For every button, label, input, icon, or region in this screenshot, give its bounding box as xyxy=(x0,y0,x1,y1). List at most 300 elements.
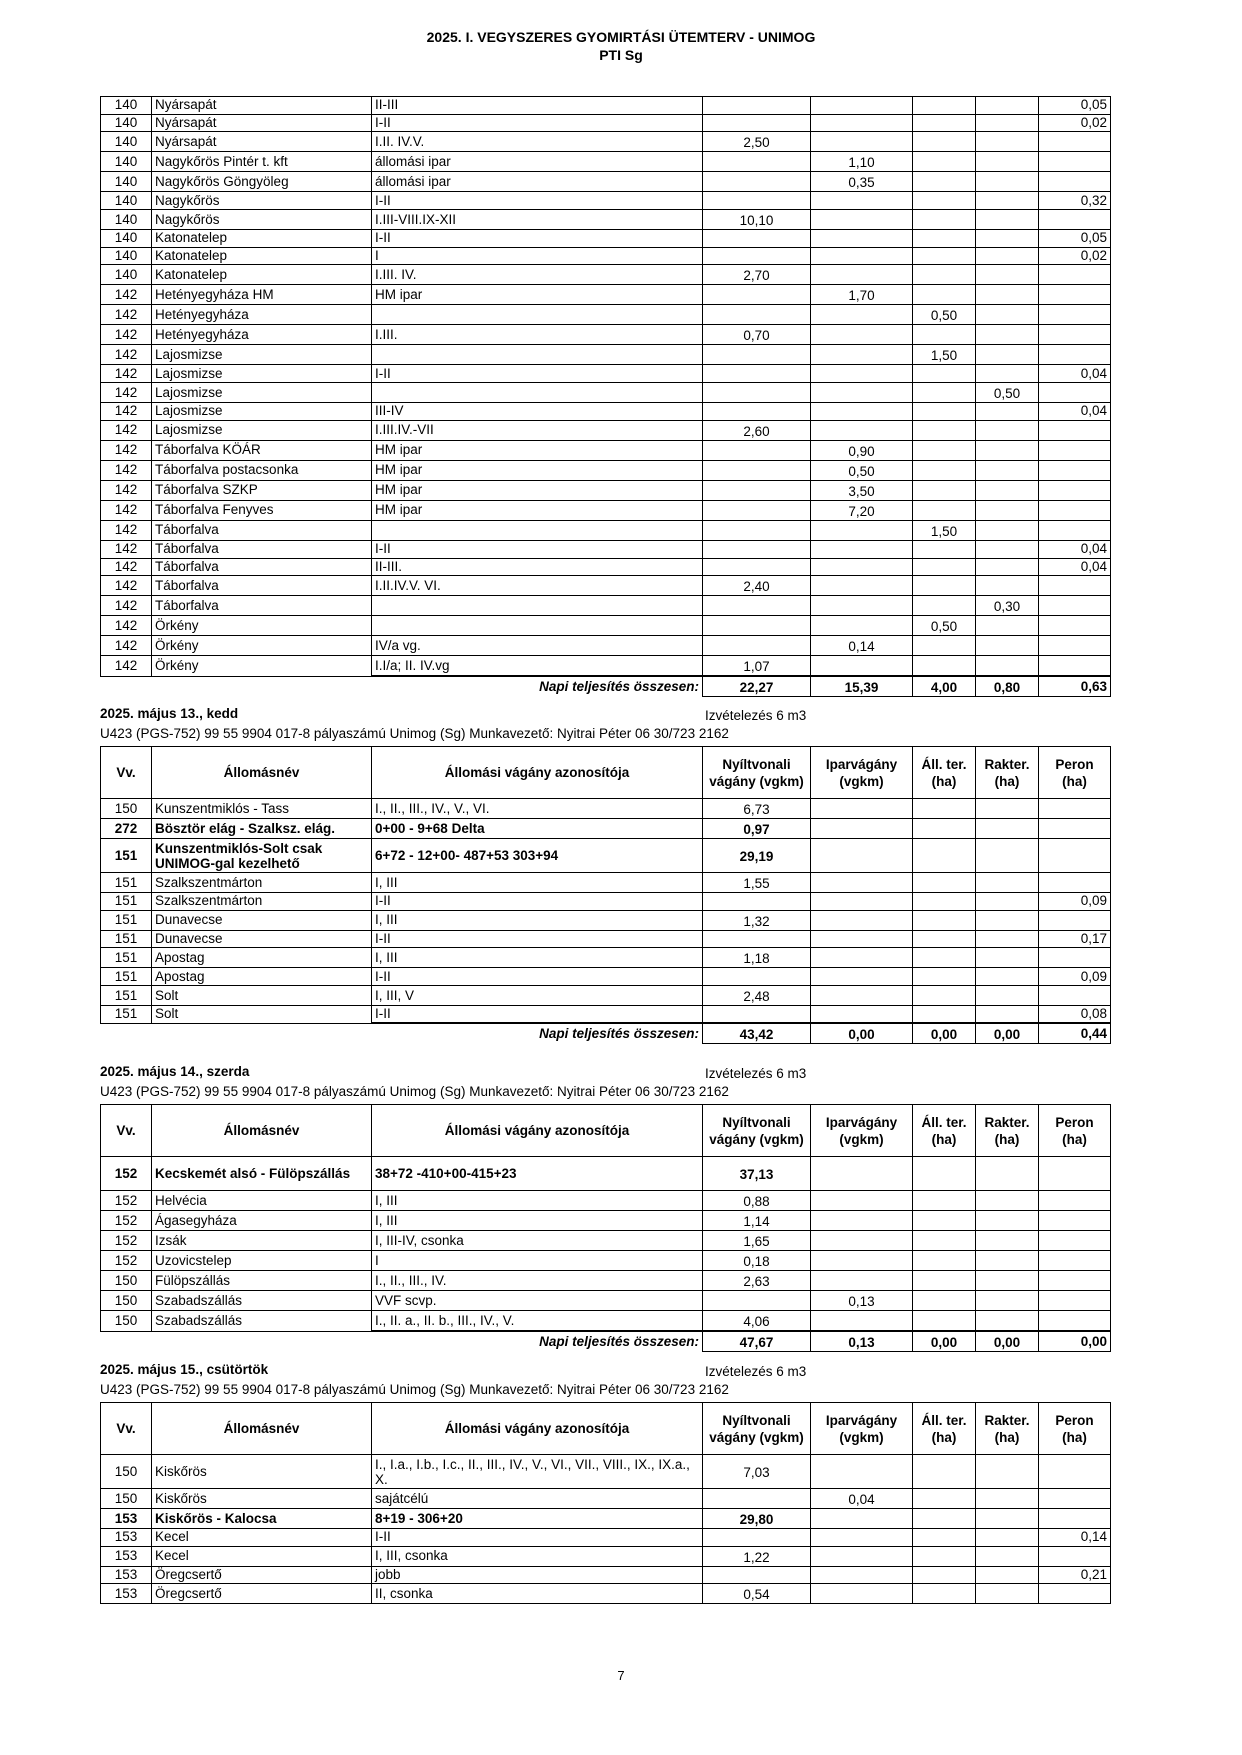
total-value: 47,67 xyxy=(703,1331,811,1352)
cell-station-area: 1,50 xyxy=(913,345,976,365)
totals-spacer xyxy=(101,676,152,697)
cell-open-line: 2,63 xyxy=(703,1271,811,1291)
cell-station-area xyxy=(913,480,976,500)
cell-storage-area xyxy=(976,1291,1039,1311)
cell-station-area xyxy=(913,799,976,819)
cell-industrial xyxy=(811,893,913,911)
cell-storage-area xyxy=(976,558,1039,576)
cell-station-area xyxy=(913,172,976,192)
cell-industrial xyxy=(811,799,913,819)
cell-industrial xyxy=(811,596,913,616)
cell-platform xyxy=(1039,986,1111,1006)
cell-station: Nagykőrös xyxy=(152,192,372,210)
cell-open-line xyxy=(703,930,811,948)
cell-track-id: I-II xyxy=(372,1529,703,1547)
cell-open-line xyxy=(703,305,811,325)
table-row xyxy=(101,1584,1111,1604)
cell-track-id: IV/a vg. xyxy=(372,636,703,656)
cell-platform: 0,04 xyxy=(1039,403,1111,421)
cell-station-area xyxy=(913,1311,976,1332)
cell-station: Táborfalva xyxy=(152,558,372,576)
cell-station: Kiskőrös xyxy=(152,1455,372,1489)
table-row xyxy=(101,540,1111,558)
cell-open-line: 29,19 xyxy=(703,839,811,873)
column-header: Rakter. (ha) xyxy=(976,747,1039,799)
cell-industrial xyxy=(811,1566,913,1584)
total-value: 0,80 xyxy=(976,676,1039,697)
table-row xyxy=(101,152,1111,172)
cell-platform xyxy=(1039,1291,1111,1311)
cell-industrial xyxy=(811,520,913,540)
cell-platform xyxy=(1039,383,1111,403)
cell-track-id: 38+72 -410+00-415+23 xyxy=(372,1157,703,1191)
cell-industrial xyxy=(811,1251,913,1271)
cell-open-line xyxy=(703,172,811,192)
cell-storage-area xyxy=(976,305,1039,325)
cell-storage-area xyxy=(976,948,1039,968)
cell-vv: 153 xyxy=(101,1566,152,1584)
cell-station: Örkény xyxy=(152,636,372,656)
cell-industrial xyxy=(811,910,913,930)
cell-industrial xyxy=(811,305,913,325)
cell-track-id: I., II., III., IV., V., VI. xyxy=(372,799,703,819)
cell-platform xyxy=(1039,873,1111,893)
table-row xyxy=(101,1311,1111,1332)
cell-station: Katonatelep xyxy=(152,230,372,248)
totals-spacer xyxy=(152,1331,372,1352)
cell-track-id: I.III. xyxy=(372,325,703,345)
column-header: Áll. ter. (ha) xyxy=(913,1403,976,1455)
cell-station: Lajosmizse xyxy=(152,365,372,383)
cell-track-id: I., I.a., I.b., I.c., II., III., IV., V., VI., VII., VIII., IX., IX.a., X. xyxy=(372,1455,703,1489)
totals-label: Napi teljesítés összesen: xyxy=(372,1331,703,1352)
cell-track-id xyxy=(372,616,703,636)
cell-open-line: 1,07 xyxy=(703,656,811,677)
cell-platform xyxy=(1039,1546,1111,1566)
cell-open-line xyxy=(703,616,811,636)
cell-platform: 0,04 xyxy=(1039,558,1111,576)
cell-track-id: I-II xyxy=(372,1006,703,1024)
day-date: 2025. május 15., csütörtök xyxy=(100,1362,269,1377)
cell-station: Kecskemét alsó - Fülöpszállás xyxy=(152,1157,372,1191)
cell-platform xyxy=(1039,265,1111,285)
cell-track-id: I, III, V xyxy=(372,986,703,1006)
cell-station: Nagykőrös xyxy=(152,210,372,230)
table-row xyxy=(101,1157,1111,1191)
total-value: 0,13 xyxy=(811,1331,913,1352)
cell-storage-area xyxy=(976,1006,1039,1024)
cell-track-id: HM ipar xyxy=(372,460,703,480)
cell-storage-area xyxy=(976,1455,1039,1489)
cell-industrial xyxy=(811,1231,913,1251)
cell-track-id: I, III xyxy=(372,910,703,930)
cell-open-line xyxy=(703,345,811,365)
table-row xyxy=(101,1231,1111,1251)
cell-station-area: 0,50 xyxy=(913,616,976,636)
table-row xyxy=(101,576,1111,596)
cell-vv: 142 xyxy=(101,285,152,305)
cell-vv: 150 xyxy=(101,1311,152,1332)
cell-track-id: sajátcélú xyxy=(372,1489,703,1509)
table-row xyxy=(101,873,1111,893)
cell-storage-area xyxy=(976,968,1039,986)
column-header: Állomásnév xyxy=(152,747,372,799)
cell-station: Táborfalva KÖÁR xyxy=(152,440,372,460)
cell-station: Dunavecse xyxy=(152,930,372,948)
day-date: 2025. május 13., kedd xyxy=(100,706,239,721)
cell-open-line xyxy=(703,1529,811,1547)
cell-open-line xyxy=(703,403,811,421)
cell-platform xyxy=(1039,596,1111,616)
cell-storage-area: 0,30 xyxy=(976,596,1039,616)
column-header: Áll. ter. (ha) xyxy=(913,1105,976,1157)
totals-label: Napi teljesítés összesen: xyxy=(372,1023,703,1044)
cell-open-line: 4,06 xyxy=(703,1311,811,1332)
cell-storage-area xyxy=(976,440,1039,460)
cell-storage-area xyxy=(976,230,1039,248)
cell-vv: 150 xyxy=(101,1455,152,1489)
cell-storage-area xyxy=(976,365,1039,383)
cell-storage-area xyxy=(976,873,1039,893)
cell-open-line xyxy=(703,285,811,305)
cell-track-id: I.III.IV.-VII xyxy=(372,420,703,440)
cell-vv: 272 xyxy=(101,819,152,839)
cell-industrial xyxy=(811,230,913,248)
cell-platform xyxy=(1039,799,1111,819)
total-value: 0,00 xyxy=(1039,1331,1111,1352)
cell-station-area xyxy=(913,114,976,132)
cell-station-area xyxy=(913,383,976,403)
cell-station-area xyxy=(913,460,976,480)
table-row xyxy=(101,819,1111,839)
cell-open-line: 2,60 xyxy=(703,420,811,440)
cell-industrial xyxy=(811,819,913,839)
cell-vv: 151 xyxy=(101,986,152,1006)
cell-storage-area xyxy=(976,247,1039,265)
cell-storage-area xyxy=(976,1231,1039,1251)
cell-open-line xyxy=(703,440,811,460)
column-header: Állomásnév xyxy=(152,1105,372,1157)
totals-label: Napi teljesítés összesen: xyxy=(372,676,703,697)
cell-platform xyxy=(1039,1271,1111,1291)
cell-vv: 151 xyxy=(101,873,152,893)
cell-station-area xyxy=(913,910,976,930)
table-row xyxy=(101,97,1111,115)
cell-industrial xyxy=(811,1546,913,1566)
table-row xyxy=(101,305,1111,325)
cell-station: Táborfalva xyxy=(152,596,372,616)
cell-station-area xyxy=(913,819,976,839)
total-value: 0,63 xyxy=(1039,676,1111,697)
table-row xyxy=(101,325,1111,345)
cell-platform xyxy=(1039,1489,1111,1509)
cell-platform: 0,32 xyxy=(1039,192,1111,210)
cell-station-area xyxy=(913,403,976,421)
cell-open-line: 10,10 xyxy=(703,210,811,230)
cell-station: Helvécia xyxy=(152,1191,372,1211)
cell-station-area xyxy=(913,210,976,230)
cell-industrial xyxy=(811,986,913,1006)
cell-station-area xyxy=(913,540,976,558)
cell-platform xyxy=(1039,440,1111,460)
cell-station: Lajosmizse xyxy=(152,420,372,440)
cell-track-id: I.I/a; II. IV.vg xyxy=(372,656,703,677)
table-header-row xyxy=(101,1403,1111,1455)
table-row xyxy=(101,440,1111,460)
cell-vv: 151 xyxy=(101,893,152,911)
cell-open-line: 1,65 xyxy=(703,1231,811,1251)
cell-industrial xyxy=(811,656,913,677)
cell-station-area xyxy=(913,986,976,1006)
cell-vv: 142 xyxy=(101,596,152,616)
cell-open-line xyxy=(703,152,811,172)
column-header: Iparvágány (vgkm) xyxy=(811,747,913,799)
cell-industrial xyxy=(811,839,913,873)
table-row xyxy=(101,893,1111,911)
cell-vv: 152 xyxy=(101,1191,152,1211)
cell-industrial xyxy=(811,1006,913,1024)
cell-storage-area xyxy=(976,656,1039,677)
cell-vv: 151 xyxy=(101,910,152,930)
cell-industrial xyxy=(811,968,913,986)
cell-platform xyxy=(1039,420,1111,440)
cell-station: Hetényegyháza xyxy=(152,305,372,325)
schedule-table-day4 xyxy=(100,1402,1111,1604)
cell-platform: 0,02 xyxy=(1039,114,1111,132)
total-value: 0,00 xyxy=(913,1331,976,1352)
table-row xyxy=(101,616,1111,636)
cell-track-id: I xyxy=(372,1251,703,1271)
page-title: 2025. I. VEGYSZERES GYOMIRTÁSI ÜTEMTERV - UNIMOG xyxy=(426,29,816,45)
cell-track-id: I., II. a., II. b., III., IV., V. xyxy=(372,1311,703,1332)
cell-platform xyxy=(1039,152,1111,172)
machine-info: U423 (PGS-752) 99 55 9904 017-8 pályaszámú Unimog (Sg) Munkavezető: Nyitrai Péter 06 30/723 2162 xyxy=(100,1084,729,1099)
cell-platform: 0,05 xyxy=(1039,97,1111,115)
cell-open-line: 0,54 xyxy=(703,1584,811,1604)
cell-vv: 140 xyxy=(101,210,152,230)
cell-station-area xyxy=(913,1211,976,1231)
cell-industrial: 0,04 xyxy=(811,1489,913,1509)
column-header: Vv. xyxy=(101,1105,152,1157)
cell-track-id: I-II xyxy=(372,230,703,248)
cell-platform xyxy=(1039,839,1111,873)
cell-vv: 152 xyxy=(101,1157,152,1191)
machine-info: U423 (PGS-752) 99 55 9904 017-8 pályaszámú Unimog (Sg) Munkavezető: Nyitrai Péter 06 30/723 2162 xyxy=(100,1382,729,1397)
cell-open-line: 37,13 xyxy=(703,1157,811,1191)
cell-station: Uzovicstelep xyxy=(152,1251,372,1271)
cell-platform xyxy=(1039,1311,1111,1332)
cell-station: Dunavecse xyxy=(152,910,372,930)
cell-storage-area xyxy=(976,1489,1039,1509)
cell-vv: 151 xyxy=(101,1006,152,1024)
cell-platform: 0,04 xyxy=(1039,540,1111,558)
cell-station: Táborfalva SZKP xyxy=(152,480,372,500)
cell-open-line: 29,80 xyxy=(703,1509,811,1529)
total-value: 0,44 xyxy=(1039,1023,1111,1044)
cell-station-area xyxy=(913,948,976,968)
table-row xyxy=(101,1291,1111,1311)
cell-industrial xyxy=(811,930,913,948)
cell-platform: 0,08 xyxy=(1039,1006,1111,1024)
cell-station: Kunszentmiklós-Solt csak UNIMOG-gal kezelhető xyxy=(152,839,372,873)
cell-track-id xyxy=(372,345,703,365)
cell-station-area xyxy=(913,656,976,677)
cell-station-area xyxy=(913,325,976,345)
cell-industrial xyxy=(811,97,913,115)
cell-station: Örkény xyxy=(152,616,372,636)
cell-open-line: 0,88 xyxy=(703,1191,811,1211)
cell-track-id: VVF scvp. xyxy=(372,1291,703,1311)
cell-station-area xyxy=(913,1291,976,1311)
column-header: Rakter. (ha) xyxy=(976,1105,1039,1157)
cell-station: Bösztör elág - Szalksz. elág. xyxy=(152,819,372,839)
cell-station-area xyxy=(913,440,976,460)
column-header: Állomásnév xyxy=(152,1403,372,1455)
cell-vv: 150 xyxy=(101,1271,152,1291)
cell-track-id: I-II xyxy=(372,930,703,948)
table-row xyxy=(101,1509,1111,1529)
cell-station: Izsák xyxy=(152,1231,372,1251)
cell-storage-area xyxy=(976,210,1039,230)
cell-open-line: 0,18 xyxy=(703,1251,811,1271)
cell-storage-area xyxy=(976,520,1039,540)
cell-platform: 0,17 xyxy=(1039,930,1111,948)
schedule-table-day2 xyxy=(100,746,1111,1044)
totals-row xyxy=(101,1023,1111,1044)
cell-industrial xyxy=(811,558,913,576)
cell-platform xyxy=(1039,1191,1111,1211)
total-value: 43,42 xyxy=(703,1023,811,1044)
cell-vv: 140 xyxy=(101,114,152,132)
cell-storage-area xyxy=(976,345,1039,365)
cell-station-area xyxy=(913,420,976,440)
cell-industrial: 1,10 xyxy=(811,152,913,172)
cell-track-id: állomási ipar xyxy=(372,152,703,172)
totals-spacer xyxy=(101,1023,152,1044)
cell-station: Lajosmizse xyxy=(152,383,372,403)
cell-platform xyxy=(1039,210,1111,230)
table-row xyxy=(101,230,1111,248)
cell-station-area xyxy=(913,1157,976,1191)
cell-vv: 152 xyxy=(101,1211,152,1231)
cell-vv: 153 xyxy=(101,1529,152,1547)
cell-track-id: HM ipar xyxy=(372,285,703,305)
cell-open-line xyxy=(703,192,811,210)
cell-station: Táborfalva xyxy=(152,520,372,540)
cell-open-line: 2,70 xyxy=(703,265,811,285)
totals-row xyxy=(101,1331,1111,1352)
column-header: Vv. xyxy=(101,747,152,799)
cell-vv: 152 xyxy=(101,1231,152,1251)
cell-station-area xyxy=(913,930,976,948)
cell-station: Szabadszállás xyxy=(152,1311,372,1332)
cell-industrial xyxy=(811,325,913,345)
cell-platform xyxy=(1039,819,1111,839)
cell-industrial: 1,70 xyxy=(811,285,913,305)
cell-station-area xyxy=(913,1006,976,1024)
cell-vv: 153 xyxy=(101,1546,152,1566)
cell-vv: 142 xyxy=(101,656,152,677)
cell-platform: 0,02 xyxy=(1039,247,1111,265)
cell-open-line xyxy=(703,97,811,115)
cell-platform xyxy=(1039,948,1111,968)
cell-station-area xyxy=(913,596,976,616)
cell-vv: 142 xyxy=(101,305,152,325)
cell-open-line xyxy=(703,540,811,558)
cell-open-line xyxy=(703,460,811,480)
page-subtitle: PTI Sg xyxy=(599,47,643,63)
cell-track-id: II, csonka xyxy=(372,1584,703,1604)
cell-industrial xyxy=(811,948,913,968)
cell-vv: 140 xyxy=(101,247,152,265)
cell-track-id: 8+19 - 306+20 xyxy=(372,1509,703,1529)
cell-storage-area xyxy=(976,114,1039,132)
cell-vv: 142 xyxy=(101,480,152,500)
cell-station-area xyxy=(913,1546,976,1566)
cell-station: Öregcsertő xyxy=(152,1566,372,1584)
table-row xyxy=(101,1455,1111,1489)
cell-storage-area xyxy=(976,285,1039,305)
total-value: 0,00 xyxy=(976,1331,1039,1352)
cell-vv: 142 xyxy=(101,345,152,365)
cell-open-line xyxy=(703,480,811,500)
cell-open-line: 7,03 xyxy=(703,1455,811,1489)
table-header-row xyxy=(101,1105,1111,1157)
table-row xyxy=(101,1211,1111,1231)
cell-station: Apostag xyxy=(152,948,372,968)
cell-vv: 142 xyxy=(101,576,152,596)
cell-storage-area: 0,50 xyxy=(976,383,1039,403)
cell-storage-area xyxy=(976,1271,1039,1291)
cell-platform xyxy=(1039,1509,1111,1529)
cell-industrial xyxy=(811,1584,913,1604)
cell-track-id: I.III. IV. xyxy=(372,265,703,285)
cell-station-area xyxy=(913,192,976,210)
cell-station-area xyxy=(913,1271,976,1291)
cell-storage-area xyxy=(976,172,1039,192)
cell-platform xyxy=(1039,1231,1111,1251)
cell-track-id: I.III-VIII.IX-XII xyxy=(372,210,703,230)
cell-storage-area xyxy=(976,152,1039,172)
table-row xyxy=(101,799,1111,819)
cell-industrial: 0,13 xyxy=(811,1291,913,1311)
cell-station: Nyársapát xyxy=(152,132,372,152)
cell-station-area xyxy=(913,968,976,986)
cell-track-id: II-III xyxy=(372,97,703,115)
cell-industrial xyxy=(811,1191,913,1211)
cell-storage-area xyxy=(976,819,1039,839)
cell-track-id: I-II xyxy=(372,893,703,911)
cell-industrial xyxy=(811,1311,913,1332)
cell-vv: 140 xyxy=(101,230,152,248)
cell-vv: 151 xyxy=(101,948,152,968)
cell-station-area xyxy=(913,247,976,265)
table-row xyxy=(101,558,1111,576)
schedule-table-day3 xyxy=(100,1104,1111,1352)
cell-station: Solt xyxy=(152,986,372,1006)
cell-industrial xyxy=(811,540,913,558)
cell-station-area xyxy=(913,1231,976,1251)
cell-track-id: III-IV xyxy=(372,403,703,421)
cell-track-id: I-II xyxy=(372,114,703,132)
cell-platform: 0,21 xyxy=(1039,1566,1111,1584)
column-header: Nyíltvonali vágány (vgkm) xyxy=(703,1403,811,1455)
cell-track-id: I, III xyxy=(372,873,703,893)
izvetelezes-note: Izvételezés 6 m3 xyxy=(705,708,807,723)
cell-open-line xyxy=(703,893,811,911)
cell-station: Táborfalva Fenyves xyxy=(152,500,372,520)
totals-row xyxy=(101,676,1111,697)
